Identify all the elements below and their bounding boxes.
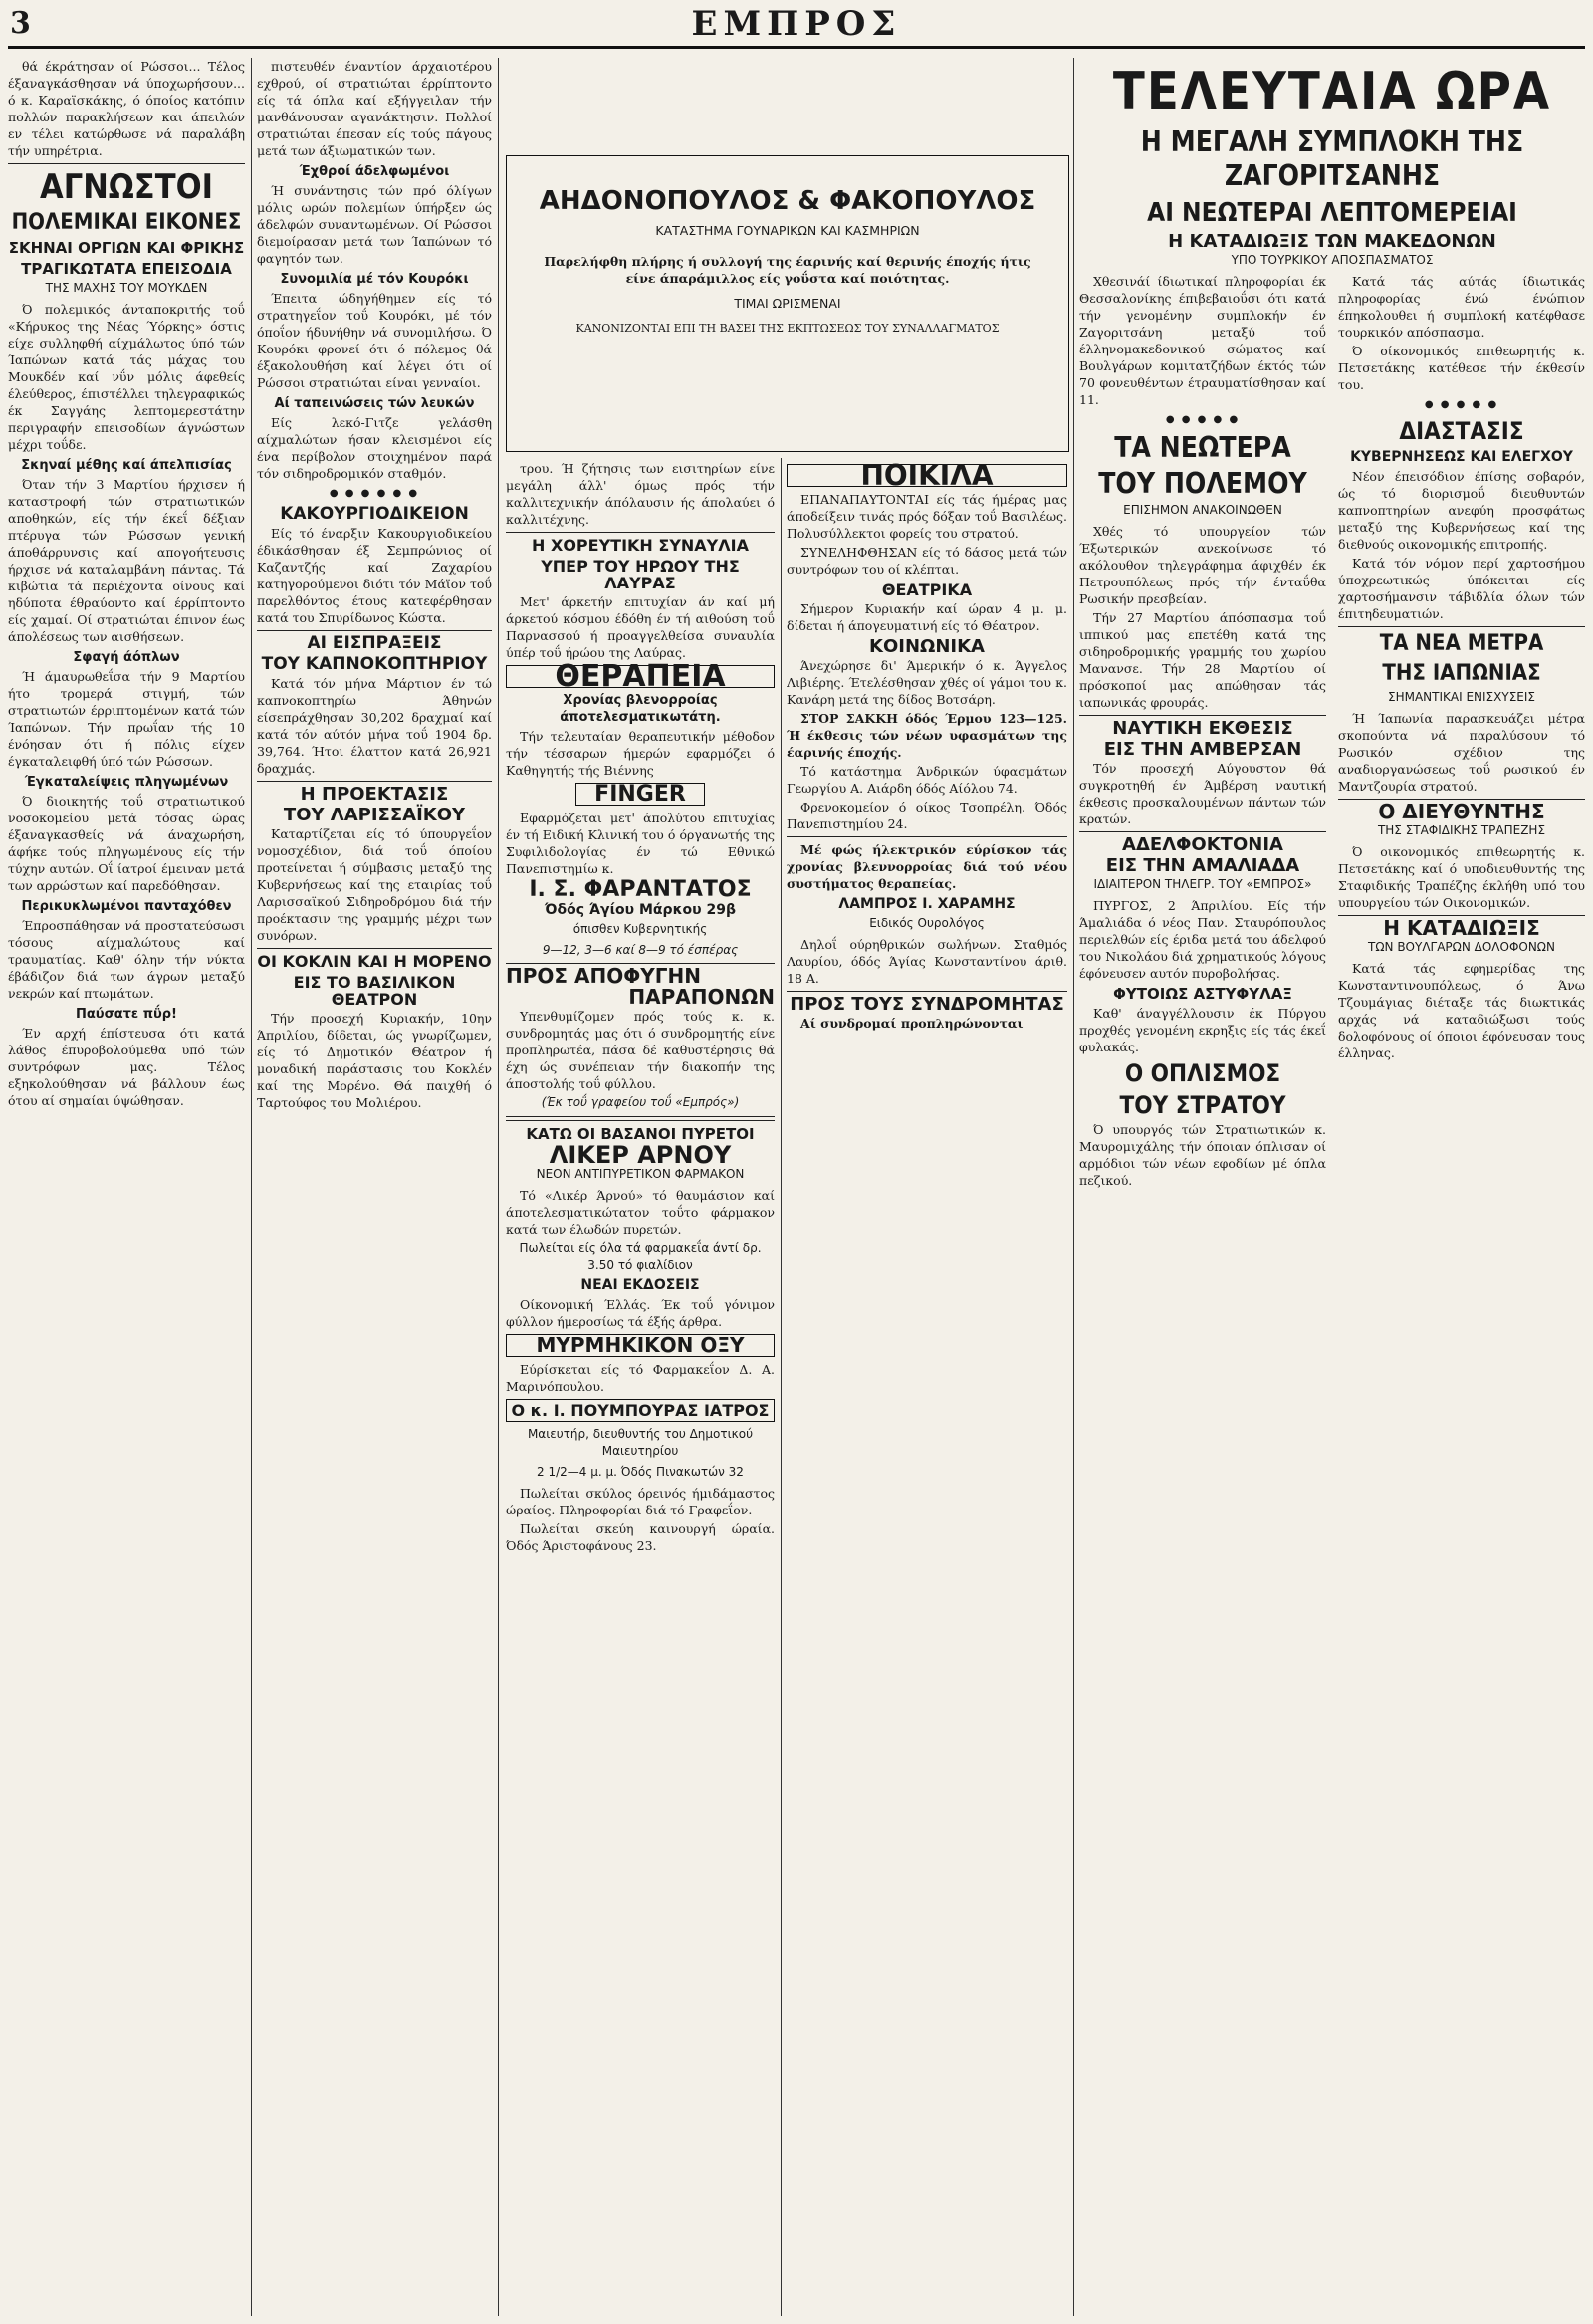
column-rule — [251, 58, 252, 2316]
ad-doctor-name: ΛΑΜΠΡΟΣ Ι. ΧΑΡΑΜΗΣ — [838, 896, 1016, 912]
paragraph: πιστευθέν έναντίον άρχαιοτέρου εχθρού, οί στρατιώται έρρίπτοντο είς τά όπλα καί εξήγγειλαν τήν μανθάνουσαν αγανάκτησιν. Πολλοί στρατιώται έπεσαν είς τούς πάγους μετά των άξιωματικών των. — [257, 59, 492, 158]
paragraph: ΠΥΡΓΟΣ, 2 Άπριλίου. Είς τήν Άμαλιάδα ό νέος Παν. Σταυρόπουλος περιελθών είς έριδα μετά του άδελφού του Νικολάου διά χρηματικούς λόγους έφόνευσεν αυτόν πυροβολήσας. — [1079, 898, 1326, 981]
paragraph: τρου. Ή ζήτησις των εισιτηρίων είνε μεγάλη άλλ' όμως πρός τήν καλλιτεχνικήν άπόλαυσιν ής άπολαύει ό καλλιτέχνης. — [506, 461, 775, 527]
section-header: ΠΡΟΣ ΤΟΥΣ ΣΥΝΔΡΟΜΗΤΑΣ — [790, 994, 1064, 1015]
section-header: ΘΕΑΤΡΙΚΑ — [881, 581, 973, 599]
subhead: ΕΠΙΣΗΜΟΝ ΑΝΑΚΟΙΝΩΘΕΝ — [1123, 503, 1282, 517]
section-header: ΠΟΙΚΙΛΑ — [787, 464, 1067, 487]
subhead-3: ΤΗΣ ΜΑΧΗΣ ΤΟΥ ΜΟΥΚΔΕΝ — [45, 281, 208, 295]
section-title: Αί ταπεινώσεις τών λευκών — [274, 396, 475, 411]
divider — [787, 836, 1067, 837]
ad-text: Εφαρμόζεται μετ' άπολύτου επιτυχίας έν τή Ειδική Κλινική του ό όργανωτής της Συφιλιδολογίας έν τώ Εθνικώ Πανεπιστημίω κ. — [506, 811, 775, 876]
ad-text: Τήν τελευταίαν θεραπευτικήν μέθοδον τήν τέσσαρων ήμερών εφαρμόζει ό Καθηγητής τής Βιέννης — [506, 729, 775, 778]
paragraph: Είς τό έναρξιν Κακουργιοδικείου έδικάσθησαν έξ Σεμπρώνιος οί Καζαντζής καί Ζαχαρίου κατηγορούμενοι διότι τόν Μάϊον τοΰ παρελθόντος έτους κατεφέρθησαν κατά του Σπυρίδωνος Κώστα. — [257, 526, 492, 625]
headline: ΚΑΚΟΥΡΓΙΟΔΙΚΕΙΟΝ — [280, 504, 469, 524]
headline: ΤΕΛΕΥΤΑΙΑ ΩΡΑ — [1112, 62, 1552, 121]
sub-column-left — [1079, 273, 1326, 1191]
divider: ● ● ● ● ● — [1424, 399, 1499, 410]
ad-hours: 2 1/2—4 μ. μ. Όδός Πινακωτών 32 — [537, 1465, 744, 1479]
headline: ΕΙΣ ΤΗΝ ΑΜΑΛΙΑΔΑ — [1105, 855, 1300, 876]
headline-2: ΠΟΛΕΜΙΚΑΙ ΕΙΚΟΝΕΣ — [11, 210, 242, 235]
section-title: Περικυκλωμένοι πανταχόθεν — [21, 899, 232, 914]
notice-title: ΠΡΟΣ ΑΠΟΦΥΓΗΝ — [506, 964, 701, 988]
paragraph: Νέον έπεισόδιον έπίσης σοβαρόν, ώς τό διορισμοΰ διευθυντών καπνοπτηρίων ανεφύη προσφάτως μεταξύ της Κυβερνήσεως καί της διεθνούς οικονομικής επιτροπής. — [1338, 469, 1585, 552]
ad-title: FINGER — [575, 783, 705, 806]
paragraph: Έπροσπάθησαν νά προστατεύσωσι τόσους αίχμαλώτους καί τραυματίας. Καθ' όλην τήν νύκτα έβάδιζον διά των άγρων μεταξύ νεκρών καί πτωμάτων. — [8, 918, 245, 1001]
advertisement: ΣΤΟΡ ΣΑΚΚΗ όδός Έρμου 123—125. Ή έκθεσις τών νέων υφασμάτων της έαρινής έποχής. — [787, 711, 1067, 760]
divider — [257, 630, 492, 631]
headline: ΤΗΣ ΙΑΠΩΝΙΑΣ — [1382, 661, 1541, 686]
ad-prices: ΤΙΜΑΙ ΩΡΙΣΜΕΝΑΙ — [734, 296, 841, 311]
section-title: Σκηναί μέθης καί άπελπισίας — [21, 458, 232, 473]
ad-address: Όδός Άγίου Μάρκου 29β — [545, 902, 736, 918]
subhead: ΤΩΝ ΒΟΥΛΓΑΡΩΝ ΔΟΛΟΦΟΝΩΝ — [1368, 940, 1555, 954]
paragraph: Σήμερον Κυριακήν καί ώραν 4 μ. μ. δίδεται ή άπογευματινή είς τό Θέατρον. — [787, 601, 1067, 633]
paragraph: Ή συνάντησις τών πρό όλίγων μόλις ωρών πολεμίων ύπήρξεν ώς άδελφών συναντωμένων. Οί Ρώσσοι διεμοίρασαν μετά των Ίαπώνων τό φαγητόν των. — [257, 183, 492, 266]
ad-text: Εύρίσκεται είς τό Φαρμακεΐον Δ. Α. Μαρινόπουλου. — [506, 1362, 775, 1394]
notice-title: ΠΑΡΑΠΟΝΩΝ — [628, 985, 775, 1009]
subhead-1: ΣΚΗΝΑΙ ΟΡΓΙΩΝ ΚΑΙ ΦΡΙΚΗΣ — [8, 239, 245, 257]
ad-text: Δηλοΐ ούρηθρικών σωλήνων. Σταθμός Λαυρίου, όδός Άγίας Κωνσταντίνου άριθ. 18 Α. — [787, 937, 1067, 986]
advertisement: Τό κατάστημα Άνδρικών ύφασμάτων Γεωργίου Α. Αιάρδη όδός Αίόλου 74. — [787, 764, 1067, 796]
two-column-block — [1079, 273, 1585, 1191]
paragraph: Κατά τάς αύτάς ίδιωτικάς πληροφορίας ένώ ένώπιον έπηκολουθει ή συμπλοκή κατέφθασε τουρκικόν απόσπασμα. — [1338, 274, 1585, 340]
headline: ΤΑ ΝΕΩΤΕΡΑ — [1114, 431, 1291, 464]
ad-subtitle: Χρονίας βλενορροίας άποτελεσματικωτάτη. — [560, 693, 721, 725]
notice-signature: (Έκ τοΰ γραφείου τοΰ «Εμπρός») — [541, 1095, 740, 1109]
section-title: ΝΕΑΙ ΕΚΔΟΣΕΙΣ — [580, 1278, 700, 1293]
classified: Πωλείται σκεύη καινουργή ώραία. Όδός Άριστοφάνους 23. — [506, 1521, 775, 1553]
advertisement: Φρενοκομείον ό οίκος Τσοπρέλη. Όδός Πανεπιστημίου 24. — [787, 800, 1067, 831]
classified: Πωλείται σκύλος όρεινός ήμιδάμαστος ώραίος. Πληροφορίαι διά τό Γραφεΐον. — [506, 1486, 775, 1517]
paragraph: Κατά τόν μήνα Μάρτιον έν τώ καπνοκοπτηρίω Άθηνών είσεπράχθησαν 30,202 δραχμαί καί κατά τόν αύτόν μήνα τοΰ 1904 δρ. 39,764. Ήτοι έλαττον κατά 26,921 δραχμάς. — [257, 676, 492, 776]
ad-subtitle: ΚΑΤΑΣΤΗΜΑ ΓΟΥΝΑΡΙΚΩΝ ΚΑΙ ΚΑΣΜΗΡΙΩΝ — [655, 223, 920, 238]
ad-text: Παρελήφθη πλήρης ή συλλογή της έαρινής καί θερινής έποχής ήτις είνε άπαράμιλλος είς γοΰστα καί ποιότητας. — [544, 254, 1031, 286]
advertisement: Μέ φώς ήλεκτρικόν εύρίσκον τάς χρονίας βλεννορροίας διά τού νέου συστήματος θεραπείας. — [787, 842, 1067, 891]
paragraph: Μετ' άρκετήν επιτυχίαν άν καί μή άρκετού κόσμου έδόθη έν τή αιθούση τοΰ Παρνασσού ή προαγγελθείσα συναυλία ύπέρ τοΰ ήρώου της Λαύρας. — [506, 594, 775, 660]
subhead: ΙΔΙΑΙΤΕΡΟΝ ΤΗΛΕΓΡ. ΤΟΥ «ΕΜΠΡΟΣ» — [1093, 877, 1312, 891]
ad-doctor-name: Ι. Σ. ΦΑΡΑΝΤΑΤΟΣ — [529, 877, 752, 902]
article-continued: θά έκράτησαν οί Ρώσσοι... Τέλος έξαναγκάσθησαν νά ύποχωρήσουν... ό κ. Καραϊσκάκης, ό όποίος κατόπιν πολλών παρακλήσεων και άπειλών εν τέλει κατώρθωσε νά παραλάβη τήν υπηρέτρια. — [8, 59, 245, 158]
divider — [1338, 626, 1585, 627]
subhead: Η ΚΑΤΑΔΙΩΞΙΣ ΤΩΝ ΜΑΚΕΔΟΝΩΝ — [1168, 231, 1496, 252]
ad-footer: ΚΑΝΟΝΙΖΟΝΤΑΙ ΕΠΙ ΤΗ ΒΑΣΕΙ ΤΗΣ ΕΚΠΤΩΣΕΩΣ ΤΟΥ ΣΥΝΑΛΛΑΓΜΑΤΟΣ — [575, 322, 1000, 335]
ad-hours: 9—12, 3—6 καί 8—9 τό έσπέρας — [542, 943, 739, 957]
masthead — [0, 0, 1593, 48]
headline: ΥΠΕΡ ΤΟΥ ΗΡΩΟΥ ΤΗΣ ΛΑΥΡΑΣ — [541, 557, 740, 592]
ad-address: όπισθεν Κυβερνητικής — [572, 922, 708, 936]
paragraph: Αί συνδρομαί προπληρώνονται — [800, 1016, 1024, 1031]
section-title: Παύσατε πΰρ! — [75, 1007, 177, 1022]
paragraph: Ό οίκονομικός επιθεωρητής κ. Πετσετάκης κατέθεσε τήν έκθεσίν του. — [1338, 344, 1585, 392]
headline: ΕΙΣ ΤΟ ΒΑΣΙΛΙΚΟΝ ΘΕΑΤΡΟΝ — [293, 973, 456, 1009]
page-number: 3 — [10, 6, 31, 41]
paragraph: Χθές τό υπουργείον τών Έξωτερικών ανεκοίνωσε τό ακόλουθον τηλεγράφημα άφιχθέν έκ Πετρουπόλεως πρός τήν ένταΰθα Ρωσικήν πρεσβείαν. — [1079, 524, 1326, 606]
subhead: ΚΥΒΕΡΝΗΣΕΩΣ ΚΑΙ ΕΛΕΓΧΟΥ — [1350, 449, 1573, 465]
divider: ● ● ● ● ● ● — [329, 488, 420, 499]
ad-subtitle: Ειδικός Ουρολόγος — [869, 916, 985, 930]
headline: ΦΥΤΟΙΩΣ ΑΣΤΥΦΥΛΑΞ — [1113, 985, 1292, 1003]
paragraph: Τήν 27 Μαρτίου άπόσπασμα τοΰ ιππικού μας επετέθη κατά της σιδηροδρομικής γραμμής του χωρίου Μανανσε. Τήν 28 Μαρτίου οί πρόσκοποί μας απώθησαν τάς ιαπωνικάς φρουράς. — [1079, 610, 1326, 710]
paragraph: Ό πολεμικός άνταποκριτής τοΰ «Κήρυκος της Νέας Ύόρκης» όστις είχε συλληφθή αίχμάλωτος ύπό τών Ίαπώνων κατά τάς μάχας του Μουκδέν καί νΰν μόλις άφεθείς έλεύθερος, έπιστέλλει τηλεγραφικώς έκ Σαγγάης λεπτομερεστάτην περιγραφήν επεισοδίων άγνώστων μέχρι τοΰδε. — [8, 302, 245, 452]
subhead: ΤΗΣ ΣΤΑΦΙΔΙΚΗΣ ΤΡΑΠΕΖΗΣ — [1377, 823, 1546, 837]
masthead-rule — [8, 46, 1585, 49]
ad-title: ΘΕΡΑΠΕΙΑ — [506, 665, 775, 688]
divider — [1079, 715, 1326, 716]
paragraph: Οίκονομική Έλλάς. Έκ τοΰ γόνιμον φύλλον ήμεροσίως τά έξής άρθρα. — [506, 1297, 775, 1329]
headline: ΤΟΥ ΚΑΠΝΟΚΟΠΤΗΡΙΟΥ — [261, 654, 488, 674]
column-4 — [787, 460, 1067, 2316]
headline: Η ΚΑΤΑΔΙΩΞΙΣ — [1383, 916, 1540, 940]
paragraph: Είς λεκό-Γιτζε γελάσθη αίχμαλώτων ήσαν κλεισμένοι είς ένα περίβολον στοιχημένον παρά τόν σιδηροδρομικόν σταθμόν. — [257, 415, 492, 481]
column-rule — [1073, 58, 1074, 2316]
headline-3: ΑΙ ΝΕΩΤΕΡΑΙ ΛΕΠΤΟΜΕΡΕΙΑΙ — [1147, 198, 1517, 228]
paragraph: ΣΥΝΕΛΗΦΘΗΣΑΝ είς τό δάσος μετά τών συντρόφων του οί κλέπται. — [787, 545, 1067, 577]
headline: Η ΧΟΡΕΥΤΙΚΗ ΣΥΝΑΥΛΙΑ — [532, 536, 749, 555]
ad-title: ΚΑΤΩ ΟΙ ΒΑΣΑΝΟΙ ΠΥΡΕΤΟΙ — [526, 1125, 755, 1143]
paragraph: Τόν προσεχή Αύγουστον θά συγκροτηθή έν Άμβέρση ναυτική έκθεσις προσκαλουμένων πάντων τών κρατών. — [1079, 761, 1326, 826]
subhead-2: ΤΡΑΓΙΚΩΤΑΤΑ ΕΠΕΙΣΟΔΙΑ — [21, 260, 232, 278]
headline: Ο ΔΙΕΥΘΥΝΤΗΣ — [1378, 800, 1545, 823]
headline: ΤΟΥ ΣΤΡΑΤΟΥ — [1119, 1091, 1286, 1119]
section-title: Έγκαταλείψεις πληγωμένων — [24, 775, 229, 790]
divider: ● ● ● ● ● — [1165, 414, 1241, 425]
paragraph: ΕΠΑΝΑΠΑΥΤΟΝΤΑΙ είς τάς ήμέρας μας άποδείξειν τινάς πρός δόξαν τοΰ Βασιλέως. Πολυσύλλεκτοι φορείς του στρατού. — [787, 492, 1067, 541]
paragraph: Ό διοικητής τοΰ στρατιωτικού νοσοκομείου μετά τόσας ώρας έξαναγκασθείς νά άναχωρήση, άφήκε τούς πληγωμένους είς τήν τύχην αυτών. Οΐ ίατροί έμειναν μετά των αρρώστων καί παρεδόθησαν. — [8, 794, 245, 893]
divider — [506, 1116, 775, 1121]
shop-advertisement — [506, 155, 1069, 452]
paragraph: Ό οικονομικός επιθεωρητής κ. Πετσετάκης καί ό υποδιευθυντής της Σταφιδικής Τραπέζης έκλήθη υπό του υπουργείου τών Οικονομικών. — [1338, 844, 1585, 910]
ad-price: Πωλείται είς όλα τά φαρμακεΐα άντί δρ. 3.50 τό φιαλίδιον — [519, 1241, 762, 1272]
headline: ΑΙ ΕΙΣΠΡΑΞΕΙΣ — [307, 633, 442, 653]
headline-2: Η ΜΕΓΑΛΗ ΣΥΜΠΛΟΚΗ ΤΗΣ ΖΑΓΟΡΙΤΣΑΝΗΣ — [1140, 125, 1524, 192]
headline: ΤΟΥ ΠΟΛΕΜΟΥ — [1098, 467, 1307, 500]
paragraph: Καθ' άναγγέλλουσιν έκ Πύργου προχθές γενομένη εκρηξις είς τάς έκεΐ φυλακάς. — [1079, 1006, 1326, 1054]
headline: ΟΙ ΚΟΚΛΙΝ ΚΑΙ Η ΜΟΡΕΝΟ — [257, 952, 492, 971]
headline: Ο ΟΠΛΙΣΜΟΣ — [1124, 1059, 1281, 1087]
sub-column-right — [1338, 273, 1585, 1191]
divider — [787, 991, 1067, 992]
headline: ΝΑΥΤΙΚΗ ΕΚΘΕΣΙΣ — [1112, 718, 1293, 739]
headline: ΑΓΝΩΣΤΟΙ — [40, 167, 213, 207]
headline: ΑΔΕΛΦΟΚΤΟΝΙΑ — [1122, 834, 1283, 855]
paragraph: Άνεχώρησε δι' Άμερικήν ό κ. Άγγελος Λιβιέρης. Έτελέσθησαν χθές οί γάμοι του κ. Κανάρη μετά της δίδος Βοτσάρη. — [787, 658, 1067, 707]
ad-title: ΑΗΔΟΝΟΠΟΥΛΟΣ & ΦΑΚΟΠΟΥΛΟΣ — [539, 186, 1036, 216]
headline: Η ΠΡΟΕΚΤΑΣΙΣ — [300, 784, 449, 805]
divider — [1079, 831, 1326, 832]
paragraph: Έπειτα ώδηγήθημεν είς τό στρατηγεΐον τοΰ Κουρόκι, μέ τόν όποΐον ήδυνήθην νά συνομιλήσω. Ό Κουρόκι φρονεί ότι ό πόλεμος θά έξακολουθήση καί λέγει ότι οί Ρώσσοι στρατιώται είναι γενναίοι. — [257, 291, 492, 390]
paragraph: Τήν προσεχή Κυριακήν, 10ην Άπριλίου, δίδεται, ώς γνωρίζωμεν, είς τό Δημοτικόν Θέατρον ή μοναδική παράστασις του Κοκλέν καί της Μορένο. Θά παιχθή ό Ταρτούφος του Μολιέρου. — [257, 1011, 492, 1110]
paragraph: Ό υπουργός τών Στρατιωτικών κ. Μαυρομιχάλης τήν όποιαν όπλισαν οί αρμόδιοι τών νέων εφοδίων μέ όπλα πεζικού. — [1079, 1122, 1326, 1188]
ad-product: ΛΙΚΕΡ ΑΡΝΟΥ — [549, 1141, 732, 1169]
paragraph: Ή άμαυρωθεΐσα τήν 9 Μαρτίου ήτο τρομερά στιγμή, τών στρατιωτών έρριπτομένων κατά τών Ίαπώνων. Τήν πρωΐαν τής 10 ένόησαν ότι ή πόλις είχεν έγκαταλειφθή ύπό τών Ρώσσων. — [8, 669, 245, 769]
subhead: ΥΠΟ ΤΟΥΡΚΙΚΟΥ ΑΠΟΣΠΑΣΜΑΤΟΣ — [1231, 253, 1434, 267]
ad-text: Μαιευτήρ, διευθυντής του Δημοτικού Μαιευτηρίου — [527, 1427, 754, 1458]
column-2 — [257, 58, 492, 2316]
paragraph: Έν αρχή έπίστευσα ότι κατά λάθος έπυροβολούμεθα υπό τών συντρόφων μας. Τέλος εξηκολούθησαν νά βάλλουν έως ότου αί σημαίαι ύψώθησαν. — [8, 1026, 245, 1108]
divider — [506, 532, 775, 533]
paragraph: Κατά τάς εφημερίδας της Κωνσταντινουπόλεως, ό Άνω Τζουμάγιας διέταξε τάς διωκτικάς αρχάς νά καταδιώξωσι τούς δολοφόνους οί όποιοι έφόνευσαν τους έλληνας. — [1338, 961, 1585, 1060]
column-3 — [506, 460, 775, 2316]
column-1 — [8, 58, 245, 2316]
section-title: Συνομιλία μέ τόν Κουρόκι — [280, 272, 469, 287]
subhead: ΣΗΜΑΝΤΙΚΑΙ ΕΝΙΣΧΥΣΕΙΣ — [1388, 690, 1535, 704]
column-rule — [498, 58, 499, 2316]
paragraph: Χθεσινάί ίδιωτικαί πληροφορίαι έκ Θεσσαλονίκης έπιβεβαιοΰσι ότι κατά τήν γενομένην συμπλοκήν έν Ζαγοριτσάνη μεταξύ τοΰ έλληνομακεδονικού σώματος καί Βουλγάρων κομιτατζήδων έκτός τών 70 φονευθέντων έτραυματίσθησαν καί 11. — [1079, 274, 1326, 407]
paragraph: Καταρτίζεται είς τό ύπουργεΐον νομοσχέδιον, διά τοΰ όποίου προτείνεται ή σύμβασις μεταξύ της Κυβερνήσεως καί της εταιρίας τοΰ Λαρισσαϊκού Σιδηροδρόμου διά τήν προέκτασιν της γραμμής μέχρι των συνόρων. — [257, 826, 492, 943]
divider — [257, 948, 492, 949]
headline: ΕΙΣ ΤΗΝ ΑΜΒΕΡΣΑΝ — [1103, 739, 1302, 760]
paragraph: Ή Ίαπωνία παρασκευάζει μέτρα σκοπούντα νά παραλύσουν τό Ρωσικόν σχέδιον της αναδιοργανώσεως τοΰ ρωσικού έν Μαντζουρία στρατού. — [1338, 711, 1585, 794]
paragraph: Όταν τήν 3 Μαρτίου ήρχισεν ή καταστροφή τών στρατιωτικών αποθηκών, είς τήν έκεΐ δέξιαν πτέρυγα τών Ρώσσων γενική άποθάρρυνσις καί απογοήτευσις ήρχισε νά καταλαμβάνη πάντας. Τά κιβώτια τά περιέχοντα οίνους καί ηδύποτα έθραύοντο καί έρρίπτοντο είς χαμαί. Οί στρατιώται έπινον έως άπολέσεως των αισθήσεων. — [8, 477, 245, 644]
section-header: ΚΟΙΝΩΝΙΚΑ — [869, 636, 985, 657]
column-rule — [781, 458, 782, 2316]
ad-text: Τό «Λικέρ Άρνού» τό θαυμάσιον καί άποτελεσματικώτατον τοΰτο φάρμακον κατά των έλωδών πυρετών. — [506, 1188, 775, 1237]
column-latest — [1079, 58, 1585, 2316]
paragraph: Κατά τόν νόμον περί χαρτοσήμου ύποχρεωτικώς ύπόκειται είς χαρτοσήμανσιν τάβιδλία όλων τών έπιτηδευματιών. — [1338, 556, 1585, 621]
divider — [257, 781, 492, 782]
divider — [8, 163, 245, 164]
headline: ΤΟΥ ΛΑΡΙΣΣΑΪΚΟΥ — [283, 805, 466, 825]
headline: ΔΙΑΣΤΑΣΙΣ — [1399, 417, 1524, 445]
ad-subtitle: ΝΕΟΝ ΑΝΤΙΠΥΡΕΤΙΚΟΝ ΦΑΡΜΑΚΟΝ — [536, 1167, 745, 1181]
section-title: Έχθροί άδελφωμένοι — [299, 164, 450, 179]
newspaper-title: ΕΜΠΡΟΣ — [691, 4, 902, 44]
section-title: Σφαγή άόπλων — [73, 650, 180, 665]
notice-text: Υπενθυμίζομεν πρός τούς κ. κ. συνδρομητάς μας ότι ό συνδρομητής είνε προπληρωτέα, πάσα δέ καθυστέρησις θά έχη ώς συνέπειαν τήν διακοπήν της άποστολής τοΰ φύλλου. — [506, 1009, 775, 1091]
ad-title: Ο κ. Ι. ΠΟΥΜΠΟΥΡΑΣ ΙΑΤΡΟΣ — [506, 1399, 775, 1422]
headline: ΤΑ ΝΕΑ ΜΕΤΡΑ — [1379, 631, 1544, 656]
ad-title: ΜΥΡΜΗΚΙΚΟΝ ΟΞΥ — [506, 1334, 775, 1357]
